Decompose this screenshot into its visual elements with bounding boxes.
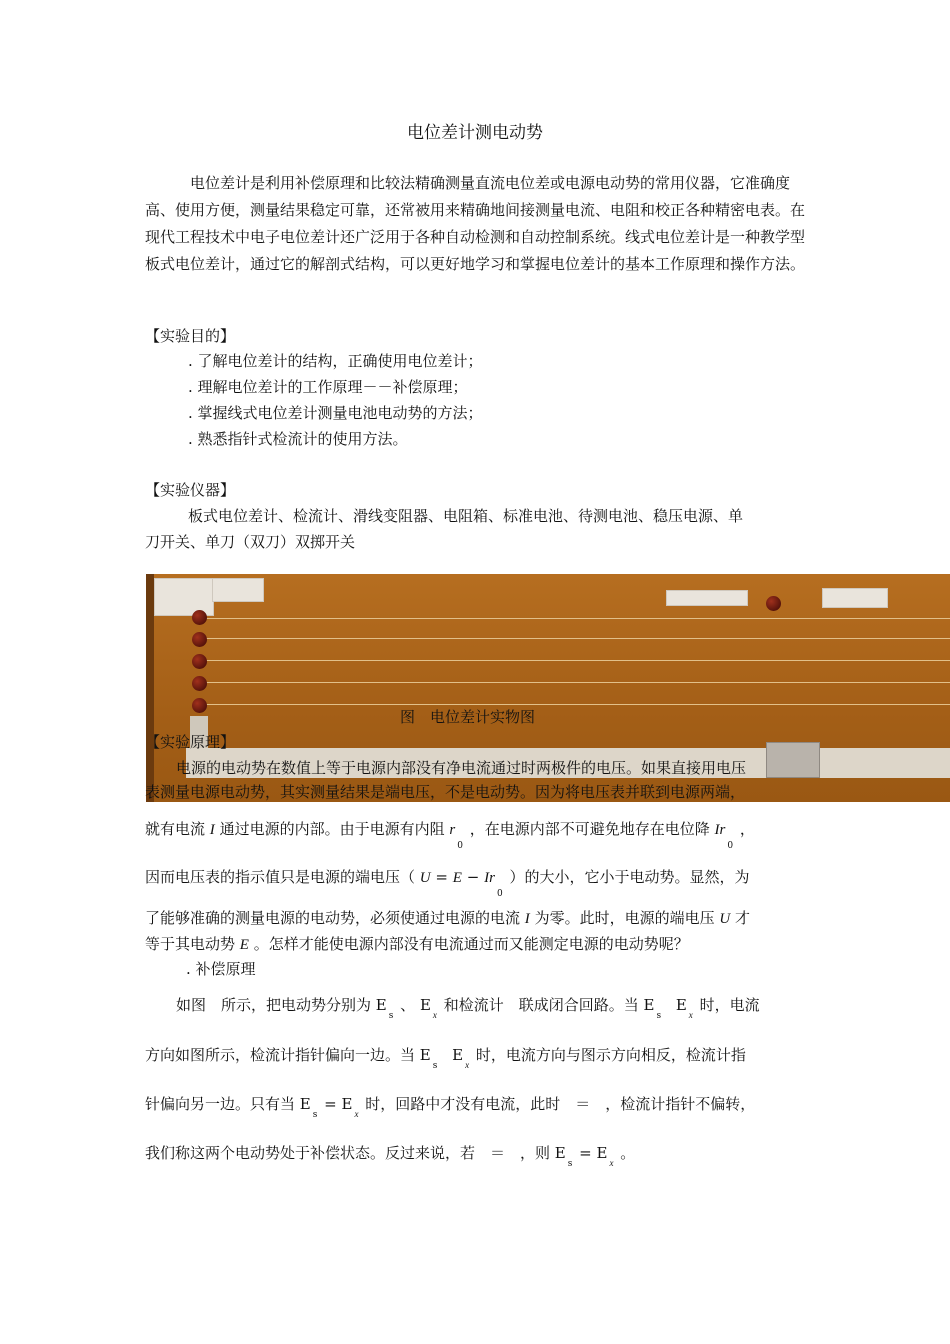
symbol-r0: r — [449, 822, 456, 838]
intro-paragraph: 电位差计是利用补偿原理和比较法精确测量直流电位差或电源电动势的常用仪器，它准确度高、使用方便，测量结果稳定可靠，还常被用来精确地间接测量电流、电阻和校正各种精密电表。在现代工程技术中电子电位差计还广泛用于各种自动检测和自动控制系统。线式电位差计是一种教学型板式电位差计，通过它的解剖式结构，可以更好地学习和掌握电位差计的基本工作原理和操作方法。 — [145, 174, 806, 273]
principle-line-3: 就有电流 I 通过电源的内部。由于电源有内阻 $r_0$ ，在电源内部不可避免地存在电位降 $Ir_0$ ， — [145, 820, 755, 851]
symbol-Ir0: Ir — [714, 822, 726, 838]
compensation-subheading: . 补偿原理 — [186, 960, 256, 978]
figure-caption: 图 电位差计实物图 — [400, 708, 536, 726]
instruments-line-1: 板式电位差计、检流计、滑线变阻器、电阻箱、标准电池、待测电池、稳压电源、单 — [188, 507, 744, 525]
instruments-line-2: 刀开关、单刀（双刀）双掷开关 — [145, 533, 356, 551]
compensation-line-1: 如图 所示，把电动势分别为 $E_s$ 、 $E_x$ 和检流计 联成闭合回路。当 $E_s$ $E_x$ 时，电流 — [176, 996, 760, 1021]
compensation-line-4: 我们称这两个电动势处于补偿状态。反过来说，若 ＝ ，则 $E_s = E_x$ 。 — [145, 1144, 636, 1169]
symbol-I: I — [209, 822, 215, 838]
page-title: 电位差计测电动势 — [407, 123, 543, 143]
instruments-heading: 【实验仪器】 — [145, 481, 236, 499]
purpose-item-2: . 理解电位差计的工作原理－－补偿原理； — [188, 378, 468, 396]
principle-line-2: 表测量电源电动势，其实测量结果是端电压，不是电动势。因为将电压表并联到电源两端， — [145, 783, 746, 801]
principle-line-5: 了能够准确的测量电源的电动势，必须使通过电源的电流 I 为零。此时，电源的端电压 U 才 — [145, 909, 751, 927]
purpose-item-1: . 了解电位差计的结构，正确使用电位差计； — [188, 352, 483, 370]
principle-line-1: 电源的电动势在数值上等于电源内部没有净电流通过时两极件的电压。如果直接用电压 — [176, 759, 747, 777]
principle-line-4: 因而电压表的指示值只是电源的端电压（ $U = E - Ir_0$ ）的大小，它小于电动势。显然，为 — [145, 868, 750, 899]
purpose-item-3: . 掌握线式电位差计测量电池电动势的方法； — [188, 404, 483, 422]
principle-heading: 【实验原理】 — [145, 733, 236, 751]
compensation-line-3: 针偏向另一边。只有当 $E_s = E_x$ 时，回路中才没有电流，此时 ＝ ，检流计指针不偏转， — [145, 1095, 756, 1120]
purpose-heading: 【实验目的】 — [145, 327, 236, 345]
compensation-line-2: 方向如图所示，检流计指针偏向一边。当 $E_s$ $E_x$ 时，电流方向与图示方向相反，检流计指 — [145, 1046, 746, 1071]
principle-line-6: 等于其电动势 E 。怎样才能使电源内部没有电流通过而又能测定电源的电动势呢？ — [145, 935, 689, 953]
purpose-item-4: . 熟悉指针式检流计的使用方法。 — [188, 430, 408, 448]
